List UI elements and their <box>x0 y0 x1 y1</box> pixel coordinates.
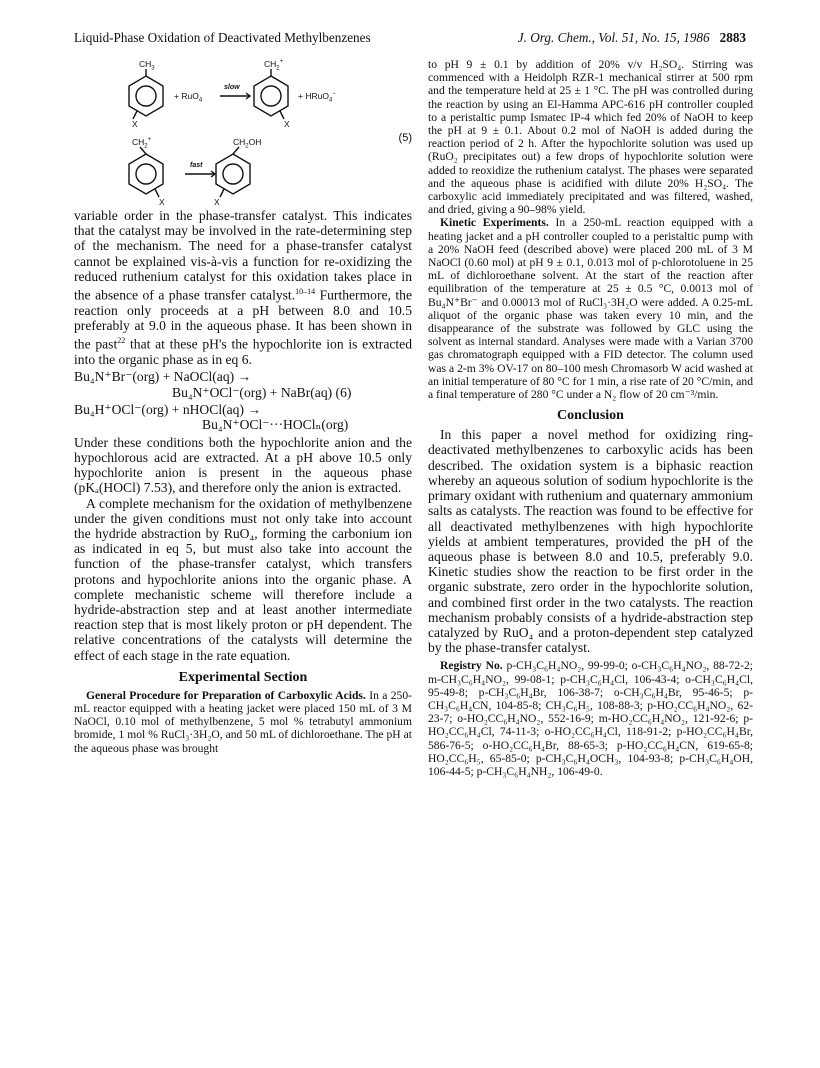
ring-3-x-bond <box>155 189 159 197</box>
general-procedure-paragraph: General Procedure for Preparation of Carboxylic Acids. In a 250-mL reactor equipped with a heating jacket were placed 150 mL of 3 M NaOCl, 0.10 mol of methylbenzene, 5 mol % tetrabutyl ammonium bromide, 1 mol % RuCl₃·3H₂O, and 50 mL of dichloroethane. The pH at the aqueous phase was brought <box>74 688 412 755</box>
reaction-scheme-drawing <box>74 58 412 208</box>
running-title: Liquid-Phase Oxidation of Deactivated Methylbenzenes <box>74 30 371 45</box>
left-paragraph-3: A complete mechanism for the oxidation of methylbenzene under the given conditions must not only take into account the hydride abstraction by RuO₄, forming the carbonium ion as indicated in eq 5, but must also take into account the function of the phase-transfer catalyst, which transfers protons and hypochlorite anions into the organic phase. A complete mechanistic scheme will therefore include a hydride-abstraction step and at least another intermediate reaction step that is most likely proton or pH dependent. The relative concentrations of the catalysts will determine the effect of each stage in the rate equation. <box>74 495 412 663</box>
equation-number-5: (5) <box>398 132 412 144</box>
ch2-plus-label-1: $CH_2^+$ <box>264 59 284 72</box>
ring-2-circle <box>261 86 281 106</box>
benzene-ring-4 <box>216 154 250 194</box>
general-procedure-continued: to pH 9 ± 0.1 by addition of 20% v/v H₂SO₄. Stirring was commenced with a Heidolph RZR-1 mechanical stirrer at 500 rpm and the temperature held at 25 ± 1 °C. The pH was controlled during the reaction by using an El-Hamma APC-616 pH controller coupled to a peristaltic pump Ismatec IP-4 which fed 20% of NaOH to keep the pH at 9 ± 0.1. About 0.2 mol of NaOH is added during the reaction period of 2 h. After the hypochlorite solution was used up (RuO₂ precipitates out) a few drops of hypochlorite solution were added to reoxidize the ruthenium catalyst. The phases were separated and the aqueous phase is acidified with dilute 20% H₂SO₄. The carboxylic acid immediately precipitated and was filtered, washed, and dried, giving a 90–98% yield. <box>428 58 753 217</box>
conclusion-paragraph: In this paper a novel method for oxidizing ring-deactivated methylbenzenes to carboxylic acids has been described. The oxidation system is a biphasic reaction whereby an aqueous solution of sodium hypochlorite is the primary oxidant with ruthenium and quaternary ammonium salts as catalysts. The reaction was found to be effective for all deactivated methylbenzenes with high hypochlorite yields at ambient temperatures, provided the pH of the aqueous phase is between 8.0 and 10.5, preferably 9.0. Kinetic studies show the reaction to be first order in the organic substrate, zero order in the hypochlorite solution, and combined first order in the two catalysts. The reaction mechanism probably consists of a hydride-abstraction step catalyzed by RuO₄ and a proton-dependent step catalyzed by the phase-transfer catalyst. <box>428 427 753 656</box>
ring-2-x-bond <box>280 111 284 119</box>
benzene-ring-1 <box>129 76 163 116</box>
ruo4-label: + RuO$_4$ <box>174 91 203 104</box>
equation-6-line-2: Bu₄N⁺OCl⁻(org) + NaBr(aq) (6) <box>172 384 352 400</box>
left-column <box>74 58 412 755</box>
ring-1-x-bond <box>133 111 137 119</box>
equation-6 <box>74 369 412 400</box>
left-paragraph-1: variable order in the phase-transfer catalyst. This indicates that the catalyst may be involved in the rate-determining step of the mechanism. The need for a phase-transfer catalyst cannot be explained vis-à-vis a function for re-oxidizing the reduced ruthenium catalyst for this oxidation takes place in the absence of a phase transfer catalyst.$^{10-14}$ Furthermore, the reaction only proceeds at a pH between 8.0 and 10.5 preferably at 9.0 in the aqueous phase. It has been shown in the past$^{22}$ that at these pH's the hypochlorite ion is extracted into the organic phase as in eq 6. <box>74 208 412 367</box>
benzene-ring-3 <box>129 154 163 194</box>
hruo4-label: + HRuO$_4$− <box>298 91 336 104</box>
scheme-structures <box>129 69 288 197</box>
experimental-heading: Experimental Section <box>178 669 308 685</box>
equation-7-line-1: Bu₄H⁺OCl⁻(org) + nHOCl(aq) → <box>74 401 261 417</box>
ring-3-circle <box>136 164 156 184</box>
ch2-plus-label-2: $CH_2^+$ <box>132 137 152 150</box>
journal-name: J. Org. Chem., Vol. 51, No. 15, 1986 <box>517 30 710 45</box>
running-header <box>74 30 746 48</box>
left-paragraph-2: Under these conditions both the hypochlorite anion and the hypochlorous acid are extracted. At a pH above 10.5 only hypochlorite anion is present in the aqueous phase (pKₐ(HOCl) 7.53), and therefore only the anion is extracted. <box>74 434 412 496</box>
x-label-2: X <box>284 119 290 129</box>
journal-citation <box>518 30 746 46</box>
fast-label: fast <box>190 162 203 169</box>
registry-paragraph: Registry No. p-CH₃C₆H₄NO₂, 99-99-0; o-CH₃C₆H₄NO₂, 88-72-2; m-CH₃C₆H₄NO₂, 99-08-1; p-CH₃C₆H₄Cl, 106-43-4; o-CH₃C₆H₄Cl, 95-49-8; p-CH₃C₆H₄Br, 106-38-7; o-CH₃C₆H₄Br, 95-46-5; p-CH₃C₆H₄CN, 104-85-8; CH₃C₆H₅, 108-88-3; p-HO₂CC₆H₄NO₂, 62-23-7; o-HO₂CC₆H₄NO₂, 552-16-9; m-HO₂CC₆H₄NO₂, 121-92-6; p-HO₂CC₆H₄Cl, 74-11-3; o-HO₂CC₆H₄Cl, 118-91-2; p-HO₂CC₆H₄Br, 586-76-5; o-HO₂CC₆H₄Br, 88-65-3; p-HO₂CC₆H₄CN, 619-65-8; HO₂CC₆H₅, 65-85-0; p-CH₃C₆H₄OCH₃, 104-93-8; p-CH₃C₆H₄OH, 106-44-5; p-CH₃C₆H₄NH₂, 106-49-0. <box>428 659 753 778</box>
benzene-ring-2 <box>254 76 288 116</box>
general-procedure-runin: General Procedure for Preparation of Carboxylic Acids. <box>86 688 366 702</box>
right-column <box>428 58 753 778</box>
x-label-4: X <box>214 197 220 207</box>
ring-1-circle <box>136 86 156 106</box>
equation-7-line-2: Bu₄N⁺OCl⁻···HOClₙ(org) <box>202 417 349 433</box>
ch2oh-label: $CH_2OH$ <box>233 137 262 150</box>
kinetic-experiments-runin: Kinetic Experiments. <box>440 216 549 230</box>
ring-4-x-bond <box>220 189 224 197</box>
ch3-label: $CH_3$ <box>139 59 155 72</box>
page-number: 2883 <box>719 30 746 45</box>
slow-label: slow <box>224 84 240 91</box>
x-label-1: X <box>132 119 138 129</box>
x-label-3: X <box>159 197 165 207</box>
equation-6-line-1: Bu₄N⁺Br⁻(org) + NaOCl(aq) → <box>74 369 252 385</box>
kinetic-experiments-paragraph: Kinetic Experiments. In a 250-mL reaction equipped with a heating jacket and a pH controller coupled to a peristaltic pump with a 20% NaOH feed (described above) were placed 200 mL of 3 M NaOCl (0.60 mol) at pH 9 ± 0.1, 0.013 mol of p-chlorotoluene in 25 mL of dichloroethane solvent. At the start of the reaction after equilibration of the temperature at 25 ± 0.5 °C, 0.0013 mol of Bu₄N⁺Br⁻ and 0.00013 mol of RuCl₃·3H₂O were added. A 0.25-mL aliquot of the organic phase was taken every 10 min, and the disappearance of the substrate was followed by GLC using the solvent as internal standard. Analyses were made with a Varian 3700 gas chromatograph equipped with a FID detector. The column used was a 2-m 3% OV-17 on 80–100 mesh Chromasorb W acid washed at an initial temperature of 80 °C for 1 min, a rise rate of 20 °C/min, and a final temperature of 280 °C under a N₂ flow of 20 cm⁻³/min. <box>428 216 753 402</box>
equation-7 <box>74 402 412 433</box>
registry-runin: Registry No. <box>440 659 503 673</box>
ring-4-circle <box>223 164 243 184</box>
reaction-scheme <box>74 58 412 208</box>
conclusion-heading: Conclusion <box>557 408 624 424</box>
